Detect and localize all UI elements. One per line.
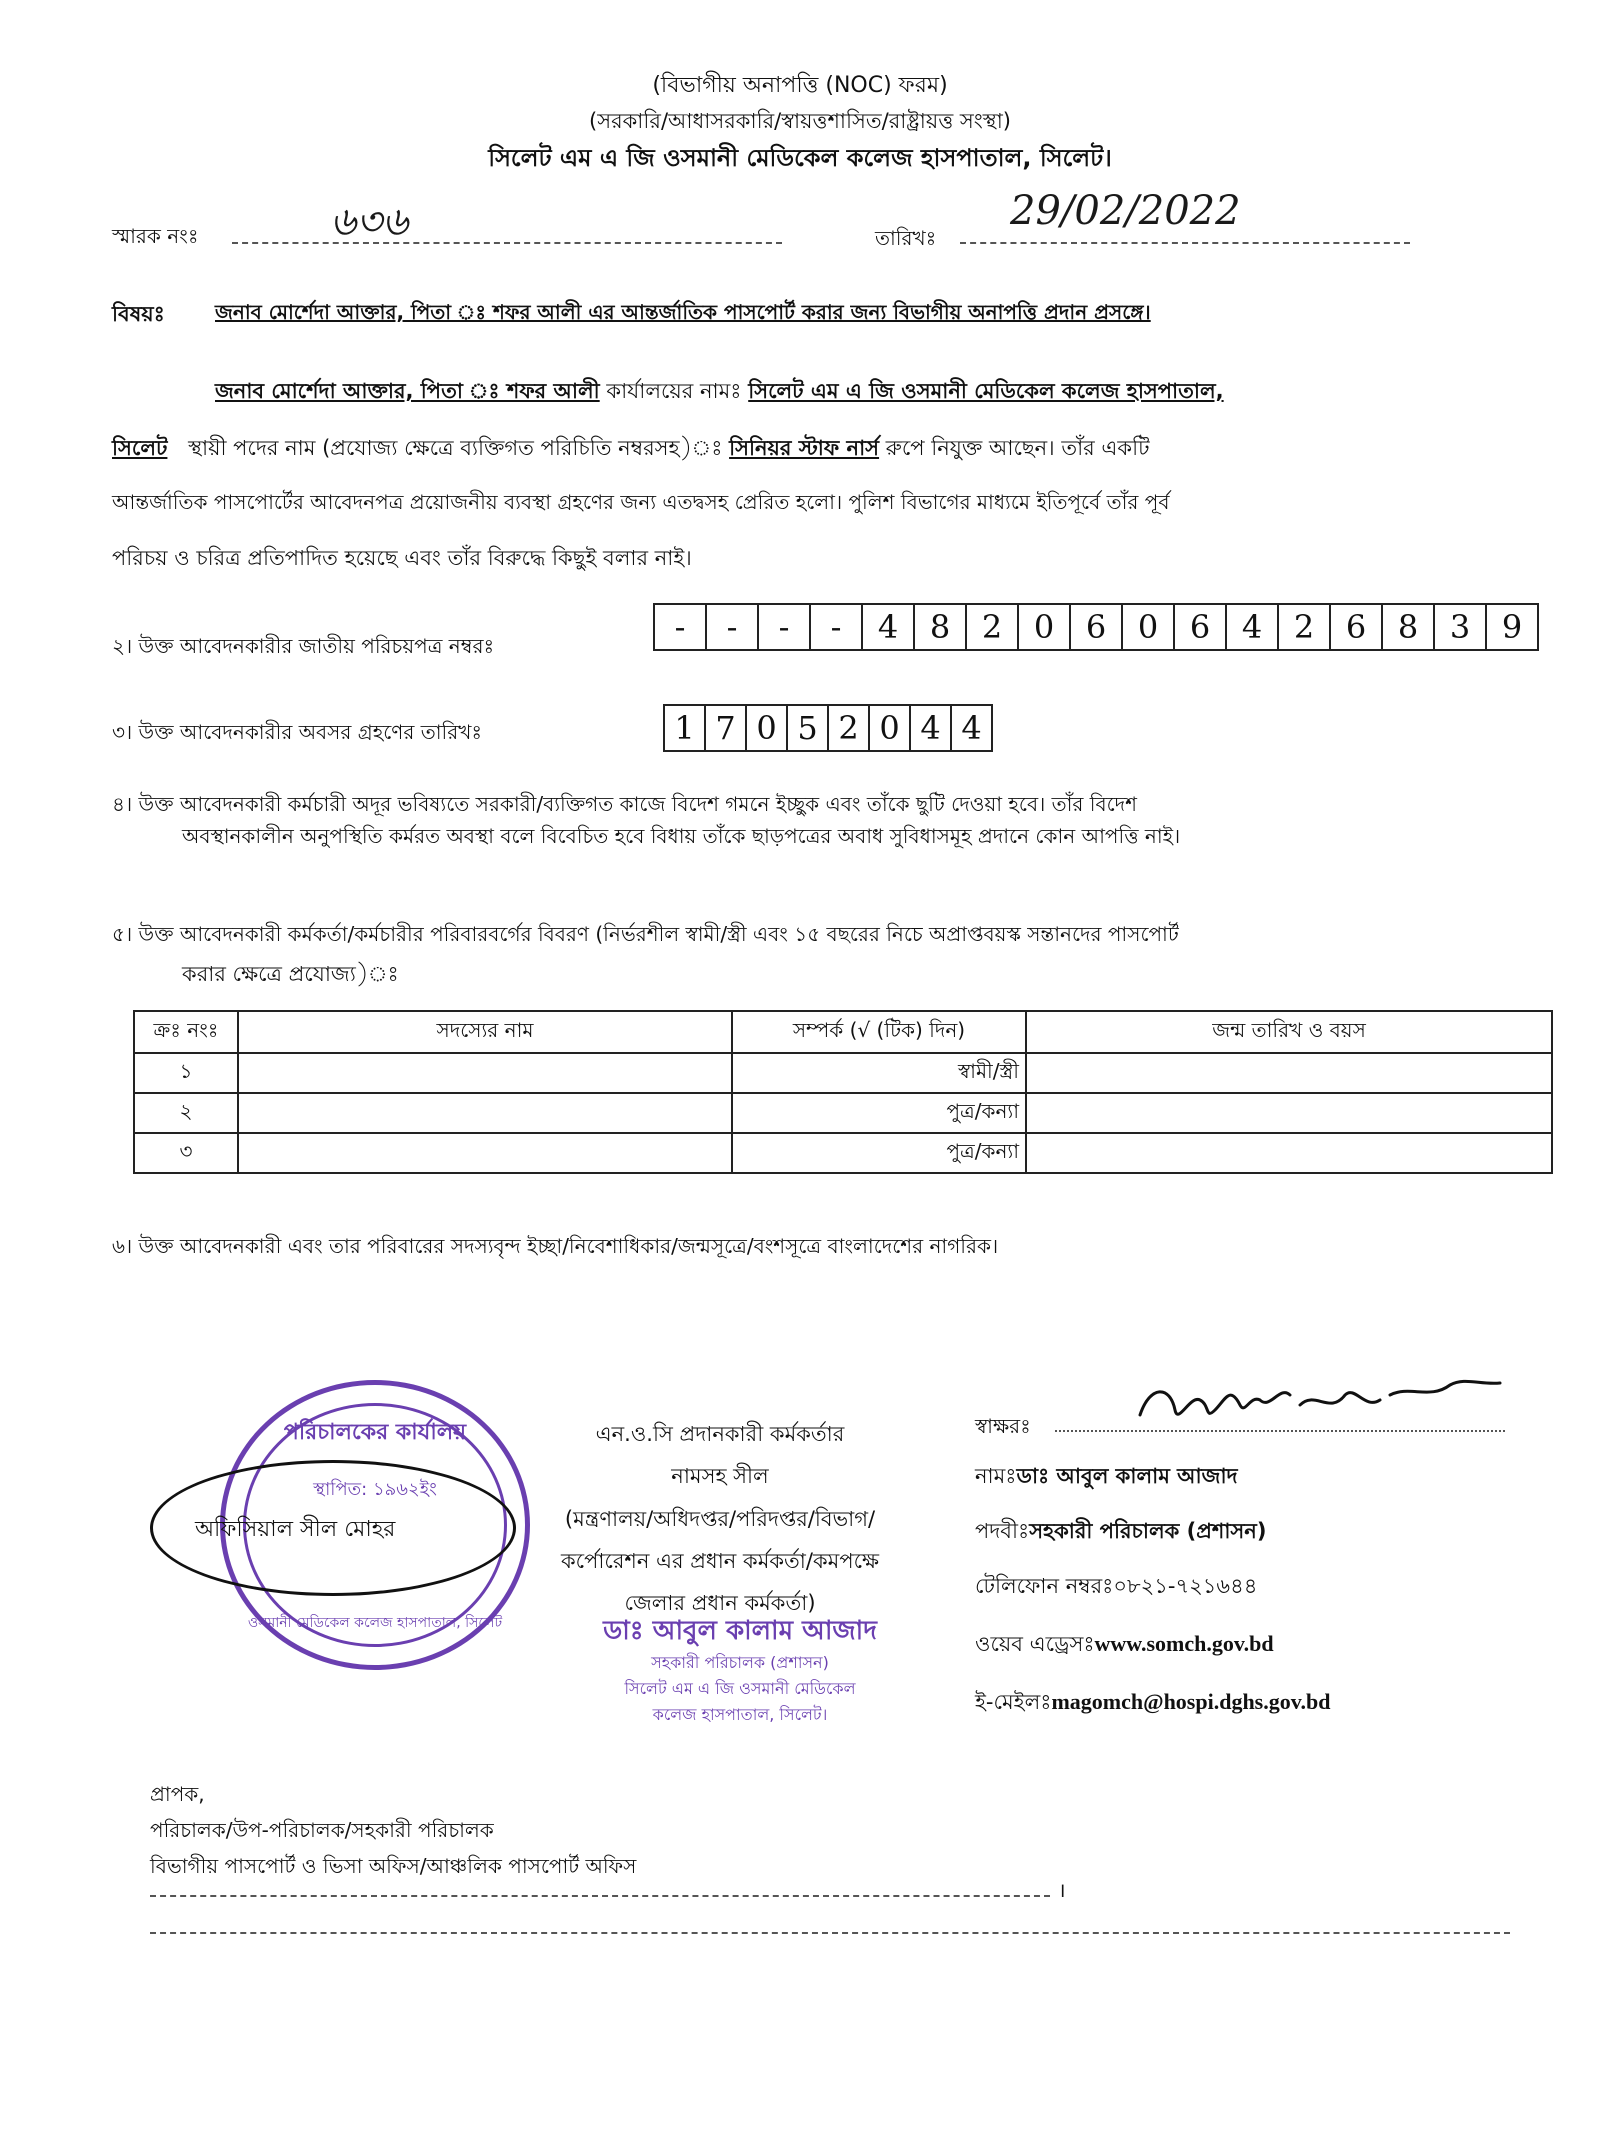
row-relation: পুত্র/কন্যা bbox=[732, 1133, 1026, 1173]
digit-box: 3 bbox=[1435, 605, 1487, 649]
recipient-end-mark: । bbox=[1058, 1878, 1066, 1902]
row-member-name bbox=[238, 1093, 732, 1133]
digit-box: - bbox=[655, 605, 707, 649]
col-relation: সম্পর্ক (√ (টিক) দিন) bbox=[732, 1011, 1026, 1053]
row-serial: ৩ bbox=[134, 1133, 238, 1173]
body-line-3: আন্তর্জাতিক পাসপোর্টের আবেদনপত্র প্রয়োজনীয় ব্যবস্থা গ্রহণের জন্য এতদ্বসহ প্রেরিত হলো। পুলিশ বিভাগের মাধ্যমে ইতিপূর্বে তাঁর পূর্ব bbox=[112, 490, 1170, 514]
recipient-line-1: পরিচালক/উপ-পরিচালক/সহকারী পরিচালক bbox=[150, 1818, 494, 1842]
digit-box: 5 bbox=[788, 706, 829, 750]
digit-box: 4 bbox=[1227, 605, 1279, 649]
office-city: সিলেট bbox=[112, 436, 168, 460]
digit-box: 4 bbox=[911, 706, 952, 750]
retirement-date-boxes bbox=[663, 704, 993, 752]
seal-org-2: কলেজ হাসপাতাল, সিলেট। bbox=[652, 1705, 828, 1724]
signatory-post: সহকারী পরিচালক (প্রশাসন) bbox=[1029, 1519, 1267, 1543]
noc-officer-line-3: (মন্ত্রণালয়/অধিদপ্তর/পরিদপ্তর/বিভাগ/ bbox=[564, 1507, 876, 1531]
digit-box: - bbox=[759, 605, 811, 649]
phone-label: টেলিফোন নম্বরঃ bbox=[975, 1574, 1114, 1598]
post-suffix: রুপে নিযুক্ত আছেন। তাঁর একটি bbox=[885, 436, 1150, 460]
row-member-name bbox=[238, 1133, 732, 1173]
recipient-line-2: বিভাগীয় পাসপোর্ট ও ভিসা অফিস/আঞ্চলিক পাসপোর্ট অফিস bbox=[150, 1854, 637, 1878]
digit-box: - bbox=[811, 605, 863, 649]
signatory-post-label: পদবীঃ bbox=[975, 1519, 1030, 1543]
subject-label: বিষয়ঃ bbox=[112, 302, 165, 326]
item6-text: ৬। উক্ত আবেদনকারী এবং তার পরিবারের সদস্যবৃন্দ ইচ্ছা/নিবেশাধিকার/জন্মসূত্রে/বংশসূত্রে বাংলাদেশের নাগরিক। bbox=[112, 1234, 999, 1258]
digit-box: 9 bbox=[1501, 608, 1523, 646]
col-dob-age: জন্ম তারিখ ও বয়স bbox=[1026, 1011, 1552, 1053]
digit-box: 4 bbox=[961, 709, 982, 747]
row-serial: ১ bbox=[134, 1053, 238, 1093]
digit-box: 8 bbox=[1383, 605, 1435, 649]
item4-line-1: ৪। উক্ত আবেদনকারী কর্মচারী অদূর ভবিষ্যতে সরকারী/ব্যক্তিগত কাজে বিদেশ গমনে ইচ্ছুক এবং তাঁকে ছুটি দেওয়া হবে। তাঁর বিদেশ bbox=[112, 792, 1137, 816]
signatory-email-row bbox=[975, 1686, 1331, 1721]
form-title: (বিভাগীয় অনাপত্তি (NOC) ফরম) bbox=[652, 73, 948, 98]
signature-label: স্বাক্ষরঃ bbox=[975, 1414, 1031, 1438]
signatory-web-row bbox=[975, 1628, 1274, 1663]
table-row bbox=[134, 1053, 1552, 1093]
seal-org: সিলেট এম এ জি ওসমানী মেডিকেল bbox=[624, 1679, 856, 1698]
digit-box: 2 bbox=[829, 706, 870, 750]
nid-label: ২। উক্ত আবেদনকারীর জাতীয় পরিচয়পত্র নম্বরঃ bbox=[112, 634, 495, 658]
item4-line-2: অবস্থানকালীন অনুপস্থিতি কর্মরত অবস্থা বলে বিবেচিত হবে বিধায় তাঁকে ছাড়পত্রের অবাধ সুবিধাসমূহ প্রদানে কোন আপত্তি নাই। bbox=[182, 824, 1181, 848]
item5-line-2: করার ক্ষেত্রে প্রযোজ্য)ঃ bbox=[182, 962, 399, 986]
memo-dotted-line bbox=[232, 242, 782, 244]
web-label: ওয়েব এড্রেসঃ bbox=[975, 1632, 1095, 1656]
row-relation: স্বামী/স্ত্রী bbox=[732, 1053, 1026, 1093]
post-label: স্থায়ী পদের নাম (প্রযোজ্য ক্ষেত্রে ব্যক্তিগত পরিচিতি নম্বরসহ)ঃ bbox=[188, 436, 723, 460]
stamp-ring-text: পরিচালকের কার্যালয় bbox=[283, 1420, 467, 1445]
signatory-post-row bbox=[975, 1515, 1266, 1550]
digit-box: 6 bbox=[1071, 605, 1123, 649]
date-value: 29/02/2022 bbox=[1010, 188, 1241, 234]
signatory-name-label: নামঃ bbox=[975, 1464, 1017, 1488]
digit-box: 1 bbox=[665, 706, 706, 750]
signatory-name: ডাঃ আবুল কালাম আজাদ bbox=[1016, 1464, 1238, 1488]
family-table bbox=[133, 1010, 1553, 1174]
table-header-row bbox=[134, 1011, 1552, 1053]
office-label: কার্যালয়ের নামঃ bbox=[606, 379, 742, 403]
noc-officer-line-4: কর্পোরেশন এর প্রধান কর্মকর্তা/কমপক্ষে bbox=[560, 1549, 880, 1573]
stamp-bottom-text: ওসমানী মেডিকেল কলেজ হাসপাতাল, সিলেট bbox=[247, 1615, 503, 1631]
recipient-dotted-line-1 bbox=[150, 1895, 1050, 1897]
signatory-name-row bbox=[975, 1460, 1238, 1495]
noc-officer-line-5: জেলার প্রধান কর্মকর্তা) bbox=[624, 1591, 816, 1615]
body-line-4: পরিচয় ও চরিত্র প্রতিপাদিত হয়েছে এবং তাঁর বিরুদ্ধে কিছুই বলার নাই। bbox=[112, 546, 692, 570]
office-name: সিলেট এম এ জি ওসমানী মেডিকেল কলেজ হাসপাতাল, bbox=[748, 379, 1224, 403]
body-line-2 bbox=[112, 432, 1150, 467]
digit-box: 0 bbox=[870, 706, 911, 750]
official-seal-label: অফিসিয়াল সীল মোহর bbox=[195, 1517, 396, 1542]
email-label: ই-মেইলঃ bbox=[975, 1690, 1052, 1714]
table-row bbox=[134, 1093, 1552, 1133]
digit-box: 4 bbox=[863, 605, 915, 649]
digit-box: 7 bbox=[706, 706, 747, 750]
noc-officer-line-2: নামসহ সীল bbox=[671, 1464, 769, 1488]
body-line-1 bbox=[215, 375, 1224, 410]
email-address: magomch@hospi.dghs.gov.bd bbox=[1051, 1689, 1331, 1714]
item5-line-1: ৫। উক্ত আবেদনকারী কর্মকর্তা/কর্মচারীর পরিবারবর্গের বিবরণ (নির্ভরশীল স্বামী/স্ত্রী এবং ১৫ বছরের নিচে অপ্রাপ্তবয়স্ক সন্তানদের পাসপোর্ট bbox=[112, 922, 1179, 946]
subject-text: জনাব মোর্শেদা আক্তার, পিতা ঃ শফর আলী এর আন্তর্জাতিক পাসপোর্ট করার জন্য বিভাগীয় অনাপত্তি প্রদান প্রসঙ্গে। bbox=[215, 300, 1151, 324]
digit-box: 8 bbox=[915, 605, 967, 649]
post-name: সিনিয়র স্টাফ নার্স bbox=[729, 436, 880, 460]
row-serial: ২ bbox=[134, 1093, 238, 1133]
recipient-label: প্রাপক, bbox=[150, 1782, 205, 1806]
digit-box: 0 bbox=[1019, 605, 1071, 649]
nid-number-boxes bbox=[653, 603, 1539, 651]
applicant-name: জনাব মোর্শেদা আক্তার, পিতা ঃ শফর আলী bbox=[215, 379, 600, 403]
digit-box: 2 bbox=[967, 605, 1019, 649]
signatory-phone-row bbox=[975, 1570, 1257, 1605]
row-dob bbox=[1026, 1093, 1552, 1133]
institution-name: সিলেট এম এ জি ওসমানী মেডিকেল কলেজ হাসপাতাল, সিলেট। bbox=[488, 144, 1112, 172]
web-address: www.somch.gov.bd bbox=[1094, 1631, 1274, 1656]
date-dotted-line bbox=[960, 242, 1410, 244]
seal-name: ডাঃ আবুল কালাম আজাদ bbox=[603, 1616, 877, 1646]
col-serial: ক্রঃ নংঃ bbox=[134, 1011, 238, 1053]
retirement-label: ৩। উক্ত আবেদনকারীর অবসর গ্রহণের তারিখঃ bbox=[112, 720, 483, 744]
signature-icon bbox=[1120, 1355, 1520, 1445]
stamp-year: স্থাপিত: ১৯৬২ইং bbox=[313, 1479, 437, 1500]
digit-box: 0 bbox=[747, 706, 788, 750]
col-member-name: সদস্যের নাম bbox=[238, 1011, 732, 1053]
memo-label: স্মারক নংঃ bbox=[112, 224, 199, 248]
noc-officer-line-1: এন.ও.সি প্রদানকারী কর্মকর্তার bbox=[595, 1422, 845, 1446]
row-dob bbox=[1026, 1133, 1552, 1173]
digit-box: 6 bbox=[1175, 605, 1227, 649]
row-relation: পুত্র/কন্যা bbox=[732, 1093, 1026, 1133]
form-subtitle: (সরকারি/আধাসরকারি/স্বায়ত্তশাসিত/রাষ্ট্রায়ত্ত সংস্থা) bbox=[589, 109, 1011, 133]
row-dob bbox=[1026, 1053, 1552, 1093]
digit-box: 6 bbox=[1331, 605, 1383, 649]
table-row bbox=[134, 1133, 1552, 1173]
digit-box: - bbox=[707, 605, 759, 649]
digit-box: 2 bbox=[1279, 605, 1331, 649]
phone-number: ০৮২১-৭২১৬৪৪ bbox=[1113, 1574, 1258, 1598]
row-member-name bbox=[238, 1053, 732, 1093]
memo-number: ৬৩৬ bbox=[330, 199, 409, 245]
digit-box: 0 bbox=[1123, 605, 1175, 649]
recipient-dotted-line-2 bbox=[150, 1932, 1510, 1934]
date-label: তারিখঃ bbox=[875, 226, 937, 250]
seal-title: সহকারী পরিচালক (প্রশাসন) bbox=[651, 1653, 829, 1672]
